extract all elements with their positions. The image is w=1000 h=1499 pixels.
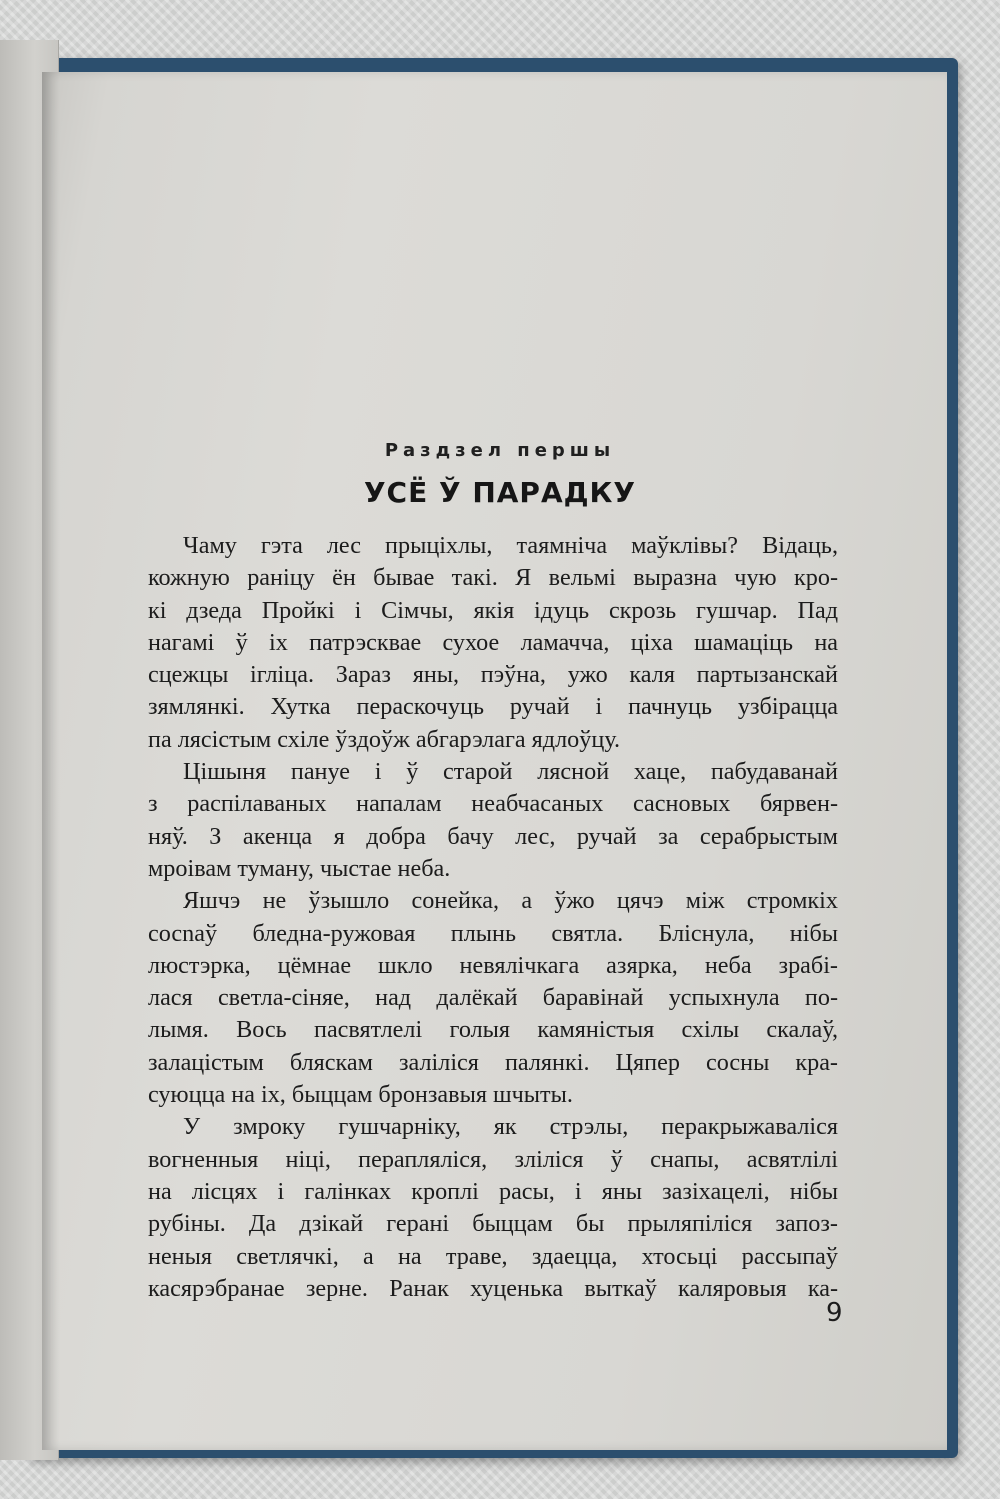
- text-line: Цішыня пануе і ў старой лясной хаце, пабудаванай: [183, 758, 838, 786]
- chapter-title: УСЁ Ў ПАРАДКУ: [363, 476, 637, 509]
- text-line: Чаму гэта лес прыціхлы, таямніча маўклівы? Відаць,: [183, 532, 838, 559]
- text-line: па лясістым схіле ўздоўж абгарэлага ядлоўцу.: [148, 725, 621, 753]
- page-number: 9: [826, 1298, 843, 1328]
- text-line: лымя. Вось пасвятлелі голыя камяністыя схілы скалаў,: [148, 1016, 838, 1044]
- text-line: кі дзеда Пройкі і Сімчы, якія ідуць скрозь гушчар. Пад: [148, 596, 838, 624]
- spine-shadow: [42, 72, 60, 1450]
- text-line: рубіны. Да дзікай герані быццам бы прыляпіліся запоз-: [148, 1210, 838, 1238]
- text-line: на лісцях і галінках кроплі расы, і яны зазіхацелі, нібы: [148, 1177, 838, 1205]
- section-label: Раздзел першы: [384, 440, 616, 461]
- text-line: Яшчэ не ўзышло сонейка, а ўжо цячэ між стромкіх: [183, 887, 838, 915]
- text-line: з распілаваных напалам неабчасаных сасновых бярвен-: [148, 790, 838, 818]
- body-text: [148, 530, 838, 1305]
- text-line: нагамі ў іх патрэсквае сухое ламачча, ціха шамаціць на: [148, 628, 838, 656]
- text-line: касярэбранае зерне. Ранак хуценька выткаў каляровыя ка-: [148, 1274, 838, 1302]
- text-line: У змроку гушчарніку, як стрэлы, перакрыжаваліся: [183, 1113, 838, 1141]
- text-line: вогненныя ніці, перапляліся, зліліся ў снапы, асвятлілі: [148, 1145, 838, 1173]
- text-line: залацістым бляскам заліліся палянкі. Цяпер сосны кра-: [148, 1048, 838, 1076]
- text-line: няў. З акенца я добра бачу лес, ручай за серабрыстым: [148, 822, 838, 850]
- text-line: лася светла-сіняе, над далёкай баравінай успыхнула по-: [148, 984, 838, 1012]
- text-line: суюцца на іх, быццам бронзавыя шчыты.: [148, 1081, 573, 1109]
- text-line: зямлянкі. Хутка пераскочуць ручай і пачнуць узбірацца: [148, 693, 838, 721]
- text-line: неныя светлячкі, а на траве, здаецца, хтосьці рассыпаў: [148, 1242, 838, 1270]
- text-line: мроівам туману, чыстае неба.: [148, 854, 451, 882]
- text-line: люстэрка, цёмнае шкло невялічкага азярка, неба зрабі-: [148, 951, 838, 979]
- text-line: кожную раніцу ён бывае такі. Я вельмі выразна чую кро-: [148, 564, 838, 592]
- text-line: сцежцы ігліца. Зараз яны, пэўна, ужо каля партызанскай: [148, 661, 838, 689]
- text-line: сосnaў бледна-ружовая плынь святла. Бліснула, нібы: [148, 919, 838, 947]
